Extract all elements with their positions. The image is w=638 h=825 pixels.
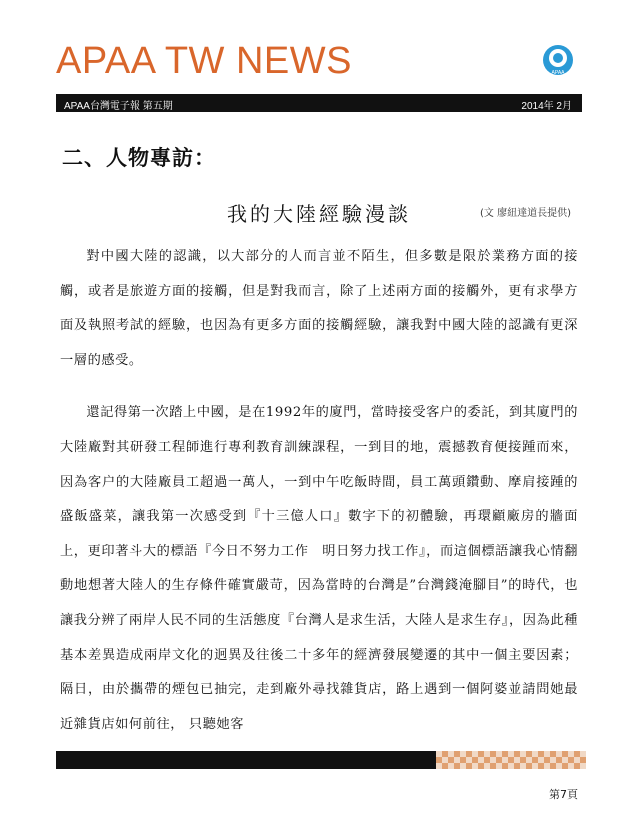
svg-text:APAA: APAA xyxy=(551,70,565,76)
page-number: 第7頁 xyxy=(549,788,578,801)
article-body xyxy=(60,240,578,760)
issue-label: APAA台灣電子報 第五期 xyxy=(64,101,173,112)
section-heading: 二、人物專訪： xyxy=(62,146,216,170)
footer-bar xyxy=(56,751,586,769)
masthead-title: APAA TW NEWS xyxy=(56,40,352,82)
issue-bar xyxy=(56,94,582,112)
article-title: 我的大陸經驗漫談 xyxy=(227,202,411,226)
apaa-logo-icon xyxy=(542,44,574,80)
paragraph: 還記得第一次踏上中國，是在1992年的廈門，當時接受客户的委託，到其廈門的大陸廠對其研發工程師進行專利教育訓練課程，一到目的地，震撼教育便接踵而來，因為客户的大陸廠員工超過一萬人，一到中午吃飯時間，員工萬頭鑽動、摩肩接踵的盛飯盛菜，讓我第一次感受到『十三億人口』數字下的初體驗，再環顧廠房的牆面上，更印著斗大的標語『今日不努力工作 明日努力找工作』，而這個標語讓我心情翻動地想著大陸人的生存條件確實嚴苛，因為當時的台灣是”台灣錢淹腳目”的時代，也讓我分辨了兩岸人民不同的生活態度『台灣人是求生活，大陸人是求生存』，因為此種基本差異造成兩岸文化的迥異及往後二十多年的經濟發展變遷的其中一個主要因素； 隔日，由於攜帶的煙包已抽完，走到廠外尋找雜貨店，路上遇到一個阿婆並請問她最近雜貨店如何前往， 只聽她客 xyxy=(60,405,578,732)
footer-black-band xyxy=(56,751,436,769)
article-credit: (文 廖紐達道長提供) xyxy=(480,208,571,219)
issue-date: 2014年 2月 xyxy=(521,101,572,112)
paragraph: 對中國大陸的認識，以大部分的人而言並不陌生，但多數是限於業務方面的接觸，或者是旅遊方面的接觸，但是對我而言，除了上述兩方面的接觸外，更有求學方面及執照考試的經驗，也因為有更多方面的接觸經驗，讓我對中國大陸的認識有更深一層的感受。 xyxy=(60,249,578,368)
footer-checker-pattern xyxy=(436,751,586,769)
